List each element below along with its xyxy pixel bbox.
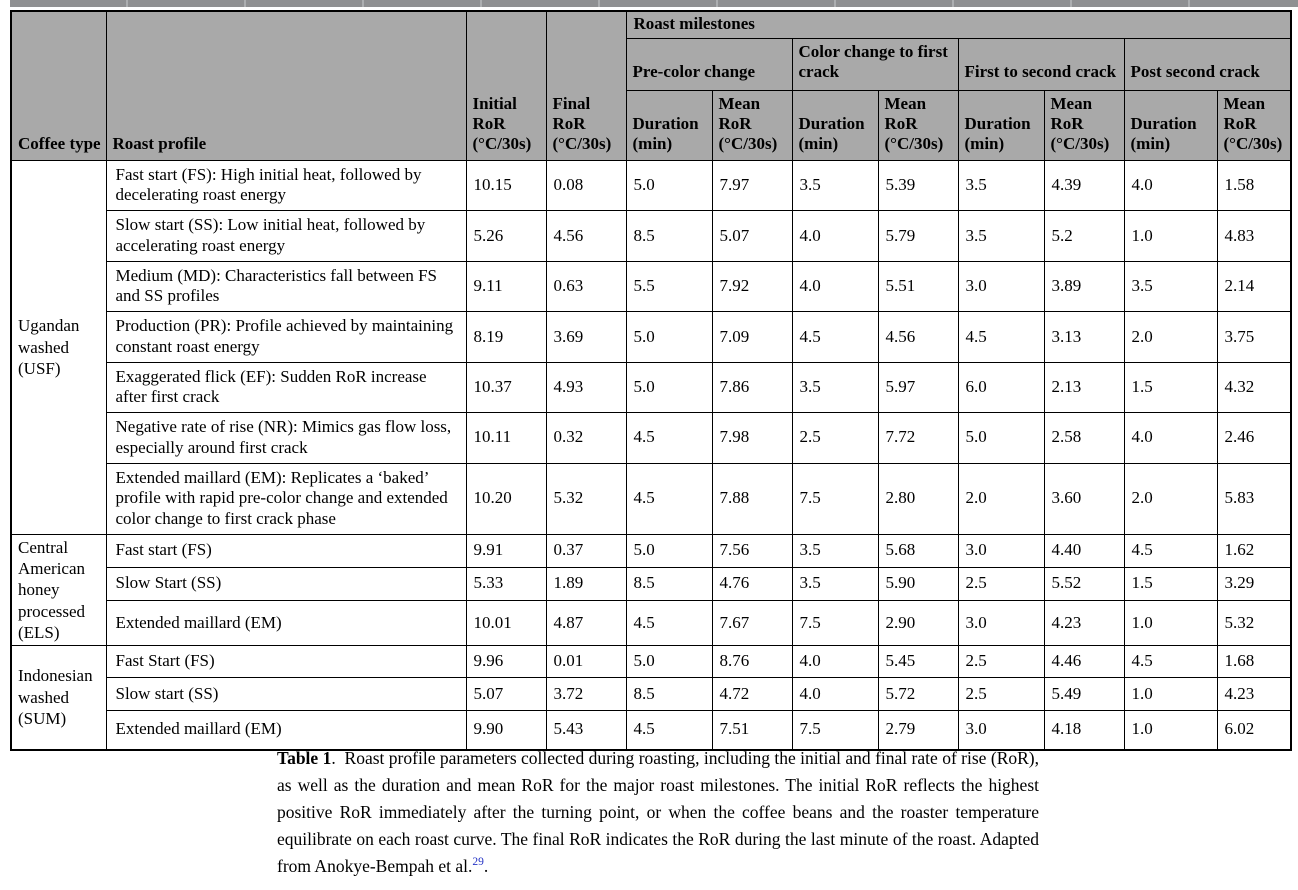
value-cell: 0.37: [546, 534, 626, 567]
coffee-type-cell: Ugandan washed (USF): [11, 160, 106, 534]
value-cell: 3.5: [792, 567, 878, 600]
header-group-post-second-crack: Post second crack: [1124, 38, 1291, 90]
table-row: [11, 463, 1291, 534]
value-cell: 5.68: [878, 534, 958, 567]
value-cell: 5.07: [712, 211, 792, 261]
roast-profile-cell: Fast start (FS): [106, 534, 466, 567]
value-cell: 6.02: [1217, 711, 1291, 750]
value-cell: 7.92: [712, 261, 792, 311]
value-cell: 0.08: [546, 160, 626, 210]
roast-profile-cell: Fast start (FS): High initial heat, followed by decelerating roast energy: [106, 160, 466, 210]
header-row-milestones: [11, 11, 1291, 38]
roast-profile-cell: Exaggerated flick (EF): Sudden RoR increase after first crack: [106, 362, 466, 412]
value-cell: 5.32: [546, 463, 626, 534]
value-cell: 9.90: [466, 711, 546, 750]
value-cell: 7.5: [792, 600, 878, 645]
value-cell: 10.11: [466, 413, 546, 463]
value-cell: 2.14: [1217, 261, 1291, 311]
value-cell: 1.0: [1124, 711, 1217, 750]
value-cell: 5.5: [626, 261, 712, 311]
roast-profile-cell: Fast Start (FS): [106, 646, 466, 678]
table-caption: [277, 745, 1039, 880]
value-cell: 3.5: [792, 534, 878, 567]
value-cell: 5.72: [878, 678, 958, 711]
value-cell: 5.32: [1217, 600, 1291, 645]
value-cell: 2.0: [1124, 312, 1217, 362]
value-cell: 8.5: [626, 678, 712, 711]
value-cell: 10.15: [466, 160, 546, 210]
value-cell: 4.56: [546, 211, 626, 261]
roast-profile-cell: Extended maillard (EM): [106, 600, 466, 645]
value-cell: 3.0: [958, 711, 1044, 750]
value-cell: 4.5: [792, 312, 878, 362]
roast-profile-cell: Extended maillard (EM): Replicates a ‘baked’ profile with rapid pre-color change and extended color change to first crack phase: [106, 463, 466, 534]
header-group-pre-color-change: Pre-color change: [626, 38, 792, 90]
value-cell: 3.5: [958, 160, 1044, 210]
caption-period: .: [483, 856, 489, 876]
value-cell: 4.32: [1217, 362, 1291, 412]
value-cell: 7.67: [712, 600, 792, 645]
value-cell: 4.23: [1217, 678, 1291, 711]
value-cell: 4.23: [1044, 600, 1124, 645]
value-cell: 4.5: [1124, 534, 1217, 567]
header-duration-post-second: Duration (min): [1124, 90, 1217, 160]
value-cell: 5.83: [1217, 463, 1291, 534]
value-cell: 2.90: [878, 600, 958, 645]
value-cell: 3.5: [1124, 261, 1217, 311]
value-cell: 5.0: [626, 160, 712, 210]
value-cell: 3.5: [792, 362, 878, 412]
top-cropped-strip: [10, 0, 1298, 7]
roast-profile-cell: Medium (MD): Characteristics fall between FS and SS profiles: [106, 261, 466, 311]
value-cell: 5.07: [466, 678, 546, 711]
table-body: [11, 160, 1291, 749]
value-cell: 4.93: [546, 362, 626, 412]
value-cell: 3.69: [546, 312, 626, 362]
value-cell: 2.80: [878, 463, 958, 534]
coffee-type-cell: Indonesian washed (SUM): [11, 646, 106, 750]
value-cell: 0.32: [546, 413, 626, 463]
value-cell: 5.52: [1044, 567, 1124, 600]
value-cell: 4.5: [626, 463, 712, 534]
value-cell: 2.5: [792, 413, 878, 463]
roast-profile-cell: Slow start (SS): Low initial heat, followed by accelerating roast energy: [106, 211, 466, 261]
value-cell: 8.19: [466, 312, 546, 362]
value-cell: 6.0: [958, 362, 1044, 412]
value-cell: 2.79: [878, 711, 958, 750]
value-cell: 5.49: [1044, 678, 1124, 711]
value-cell: 3.29: [1217, 567, 1291, 600]
table-row: [11, 160, 1291, 210]
table-row: [11, 362, 1291, 412]
value-cell: 3.75: [1217, 312, 1291, 362]
value-cell: 7.86: [712, 362, 792, 412]
value-cell: 4.39: [1044, 160, 1124, 210]
roast-profile-cell: Slow start (SS): [106, 678, 466, 711]
value-cell: 7.98: [712, 413, 792, 463]
value-cell: 5.0: [626, 646, 712, 678]
value-cell: 5.45: [878, 646, 958, 678]
value-cell: 7.51: [712, 711, 792, 750]
value-cell: 5.90: [878, 567, 958, 600]
table-row: [11, 600, 1291, 645]
value-cell: 5.0: [626, 362, 712, 412]
value-cell: 5.79: [878, 211, 958, 261]
table-row: [11, 312, 1291, 362]
value-cell: 3.72: [546, 678, 626, 711]
value-cell: 4.0: [792, 211, 878, 261]
roast-profile-cell: Production (PR): Profile achieved by maintaining constant roast energy: [106, 312, 466, 362]
value-cell: 7.56: [712, 534, 792, 567]
table-row: [11, 567, 1291, 600]
value-cell: 5.33: [466, 567, 546, 600]
value-cell: 3.0: [958, 534, 1044, 567]
header-mean-ror-pre-color: Mean RoR (°C/30s): [712, 90, 792, 160]
value-cell: 1.5: [1124, 567, 1217, 600]
header-duration-color-change: Duration (min): [792, 90, 878, 160]
header-duration-first-second: Duration (min): [958, 90, 1044, 160]
value-cell: 9.11: [466, 261, 546, 311]
value-cell: 7.5: [792, 711, 878, 750]
value-cell: 4.0: [792, 678, 878, 711]
value-cell: 0.01: [546, 646, 626, 678]
value-cell: 5.97: [878, 362, 958, 412]
value-cell: 10.01: [466, 600, 546, 645]
value-cell: 7.5: [792, 463, 878, 534]
value-cell: 4.72: [712, 678, 792, 711]
value-cell: 3.60: [1044, 463, 1124, 534]
value-cell: 5.0: [958, 413, 1044, 463]
value-cell: 10.37: [466, 362, 546, 412]
value-cell: 4.87: [546, 600, 626, 645]
value-cell: 0.63: [546, 261, 626, 311]
value-cell: 3.5: [792, 160, 878, 210]
caption-text: . Roast profile parameters collected during roasting, including the initial and final rate of rise (RoR), as well as the duration and mean RoR for the major roast milestones. The initial RoR reflects the highest positive RoR immediately after the turning point, or when the coffee beans and the roaster temperature equilibrate on each roast curve. The final RoR indicates the RoR during the last minute of the roast. Adapted from Anokye-Bempah et al.: [277, 748, 1039, 876]
value-cell: 4.40: [1044, 534, 1124, 567]
roast-profile-cell: Negative rate of rise (NR): Mimics gas flow loss, especially around first crack: [106, 413, 466, 463]
value-cell: 2.13: [1044, 362, 1124, 412]
value-cell: 1.0: [1124, 600, 1217, 645]
value-cell: 5.2: [1044, 211, 1124, 261]
value-cell: 1.68: [1217, 646, 1291, 678]
value-cell: 7.09: [712, 312, 792, 362]
table-header: [11, 11, 1291, 160]
value-cell: 1.0: [1124, 678, 1217, 711]
citation-ref-29[interactable]: 29: [472, 856, 484, 869]
value-cell: 4.76: [712, 567, 792, 600]
value-cell: 4.18: [1044, 711, 1124, 750]
value-cell: 9.91: [466, 534, 546, 567]
table-row: [11, 534, 1291, 567]
value-cell: 3.0: [958, 600, 1044, 645]
value-cell: 4.0: [1124, 160, 1217, 210]
header-mean-ror-color-change: Mean RoR (°C/30s): [878, 90, 958, 160]
value-cell: 2.46: [1217, 413, 1291, 463]
header-group-color-change-to-first-crack: Color change to first crack: [792, 38, 958, 90]
value-cell: 4.0: [792, 646, 878, 678]
value-cell: 5.0: [626, 534, 712, 567]
value-cell: 8.5: [626, 211, 712, 261]
value-cell: 4.5: [626, 711, 712, 750]
header-group-first-to-second-crack: First to second crack: [958, 38, 1124, 90]
value-cell: 5.43: [546, 711, 626, 750]
value-cell: 5.39: [878, 160, 958, 210]
value-cell: 4.5: [958, 312, 1044, 362]
value-cell: 3.5: [958, 211, 1044, 261]
value-cell: 8.76: [712, 646, 792, 678]
value-cell: 1.89: [546, 567, 626, 600]
table-row: [11, 646, 1291, 678]
value-cell: 2.0: [1124, 463, 1217, 534]
table-row: [11, 711, 1291, 750]
value-cell: 4.56: [878, 312, 958, 362]
value-cell: 4.0: [1124, 413, 1217, 463]
value-cell: 5.0: [626, 312, 712, 362]
value-cell: 2.0: [958, 463, 1044, 534]
header-final-ror: Final RoR (°C/30s): [546, 11, 626, 160]
table-row: [11, 678, 1291, 711]
value-cell: 7.88: [712, 463, 792, 534]
header-duration-pre-color: Duration (min): [626, 90, 712, 160]
caption-label: Table 1: [277, 748, 332, 768]
value-cell: 1.0: [1124, 211, 1217, 261]
roast-profile-cell: Extended maillard (EM): [106, 711, 466, 750]
value-cell: 1.62: [1217, 534, 1291, 567]
value-cell: 3.0: [958, 261, 1044, 311]
header-mean-ror-first-second: Mean RoR (°C/30s): [1044, 90, 1124, 160]
value-cell: 5.26: [466, 211, 546, 261]
value-cell: 2.5: [958, 678, 1044, 711]
roast-profile-cell: Slow Start (SS): [106, 567, 466, 600]
value-cell: 4.5: [626, 600, 712, 645]
roast-parameters-table: [10, 10, 1292, 751]
value-cell: 5.51: [878, 261, 958, 311]
value-cell: 4.83: [1217, 211, 1291, 261]
value-cell: 2.5: [958, 567, 1044, 600]
value-cell: 4.5: [626, 413, 712, 463]
table-row: [11, 211, 1291, 261]
table-row: [11, 413, 1291, 463]
value-cell: 4.5: [1124, 646, 1217, 678]
value-cell: 2.5: [958, 646, 1044, 678]
value-cell: 4.0: [792, 261, 878, 311]
value-cell: 1.5: [1124, 362, 1217, 412]
value-cell: 7.97: [712, 160, 792, 210]
value-cell: 8.5: [626, 567, 712, 600]
header-roast-milestones: Roast milestones: [626, 11, 1291, 38]
header-initial-ror: Initial RoR (°C/30s): [466, 11, 546, 160]
coffee-type-cell: Central American honey processed (ELS): [11, 534, 106, 645]
table-row: [11, 261, 1291, 311]
value-cell: 4.46: [1044, 646, 1124, 678]
value-cell: 1.58: [1217, 160, 1291, 210]
value-cell: 7.72: [878, 413, 958, 463]
value-cell: 9.96: [466, 646, 546, 678]
header-roast-profile: Roast profile: [106, 11, 466, 160]
value-cell: 3.13: [1044, 312, 1124, 362]
value-cell: 2.58: [1044, 413, 1124, 463]
header-coffee-type: Coffee type: [11, 11, 106, 160]
value-cell: 10.20: [466, 463, 546, 534]
value-cell: 3.89: [1044, 261, 1124, 311]
header-mean-ror-post-second: Mean RoR (°C/30s): [1217, 90, 1291, 160]
